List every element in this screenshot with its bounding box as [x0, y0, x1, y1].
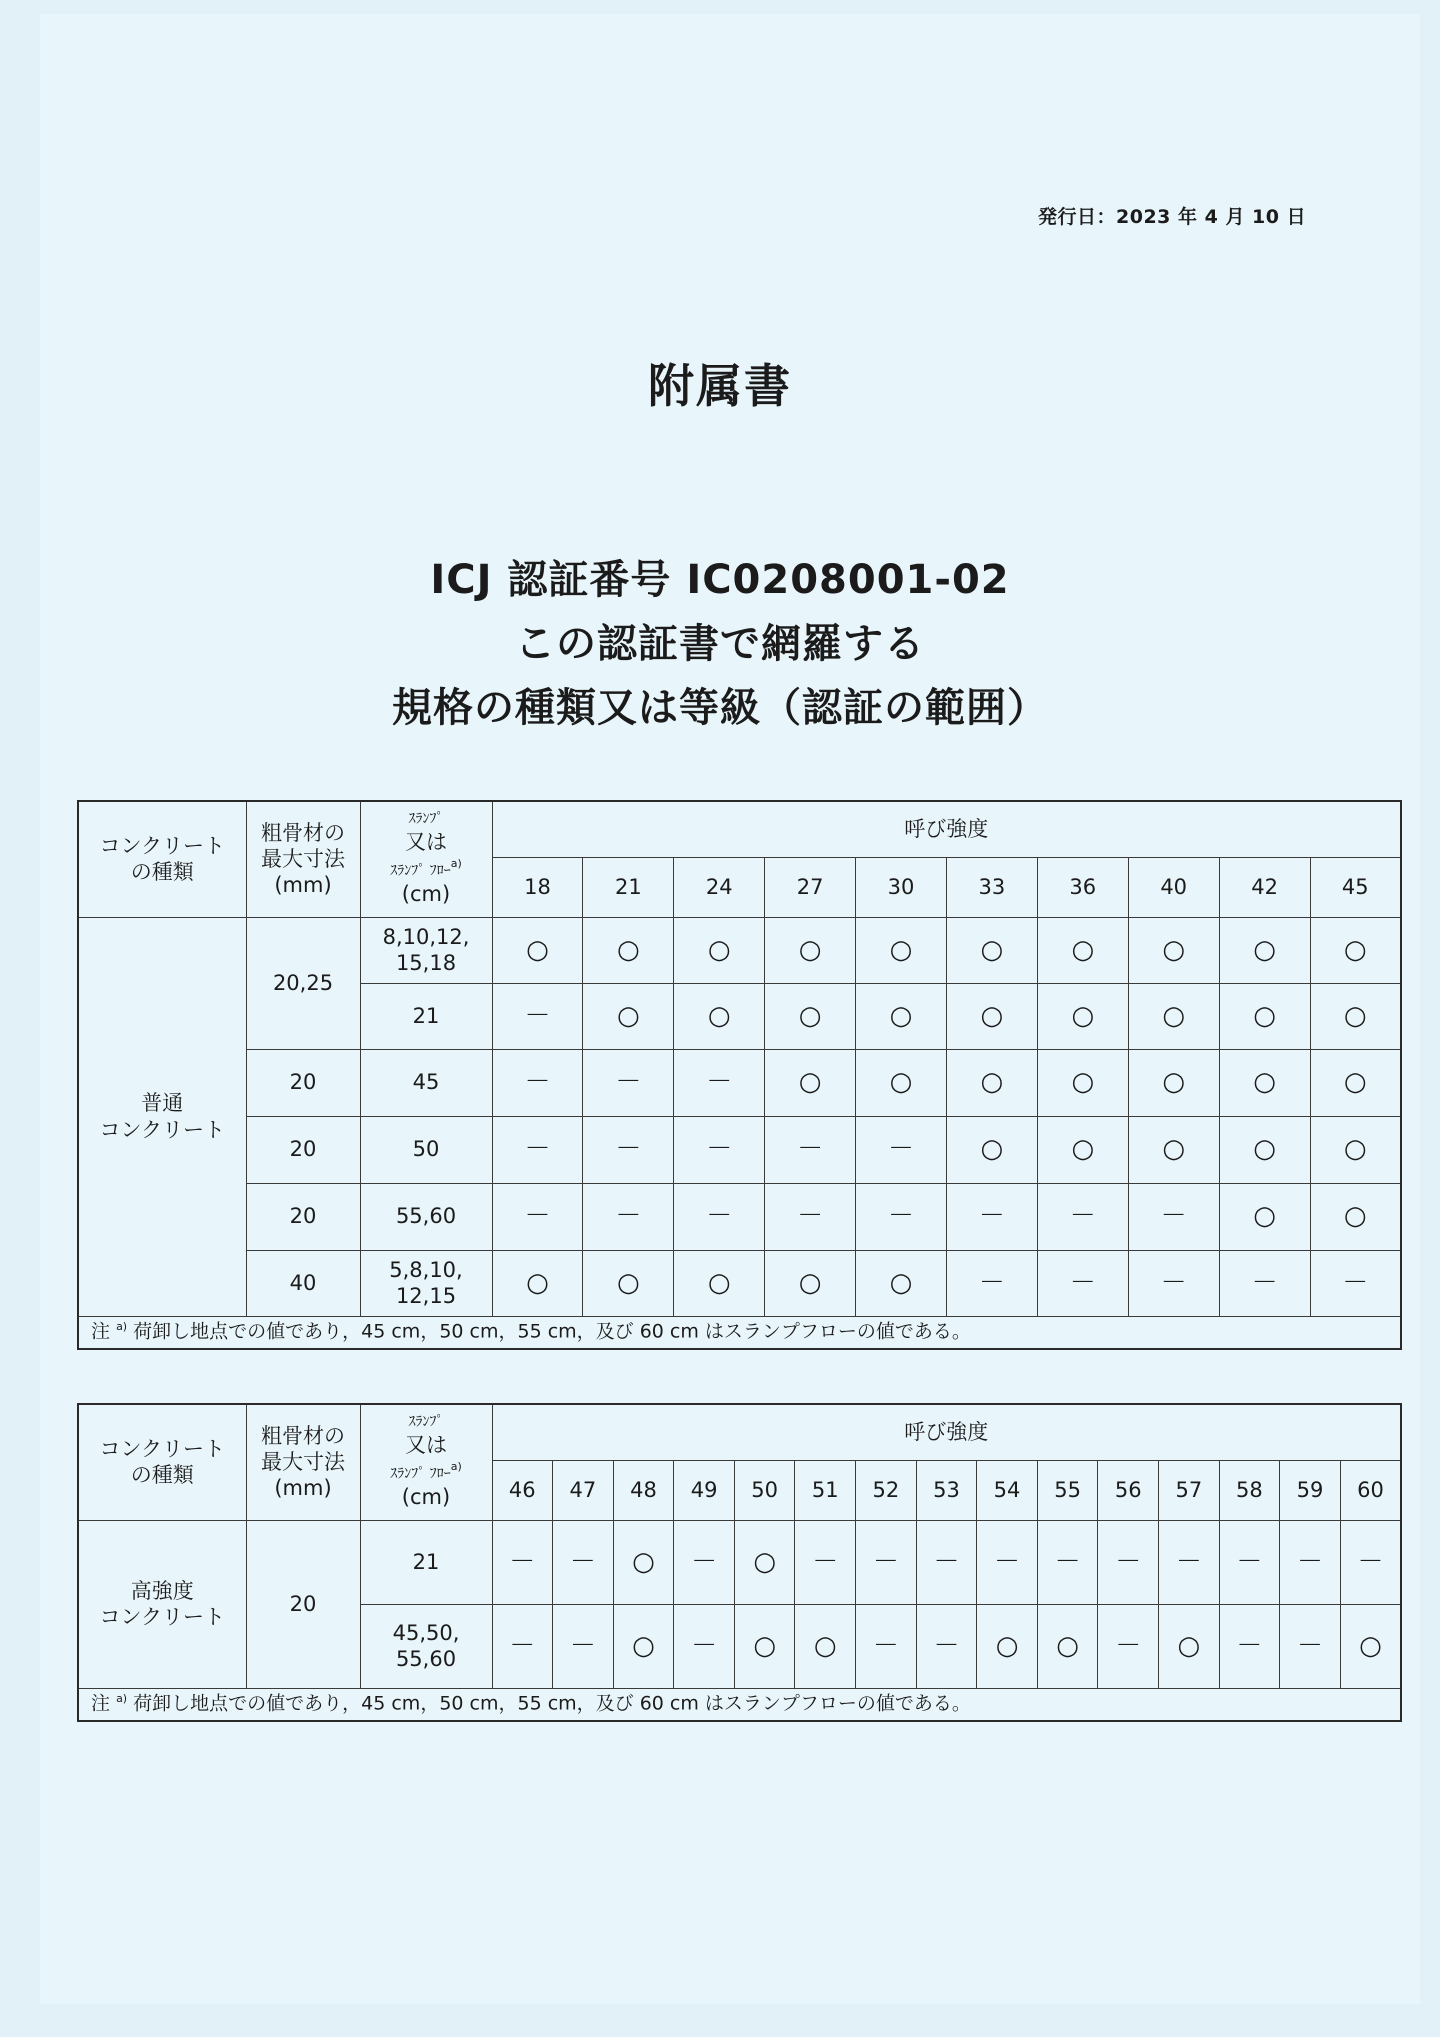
strength-header-24: 24 [674, 857, 765, 917]
strength-header-60: 60 [1340, 1460, 1401, 1520]
not-covered-mark: － [1340, 1520, 1401, 1604]
slump-cell: 21 [360, 983, 492, 1049]
not-covered-mark: － [674, 1049, 765, 1116]
covered-mark: ○ [946, 983, 1037, 1049]
aggregate-size-cell: 40 [246, 1250, 360, 1316]
covered-mark: ○ [734, 1604, 795, 1688]
header-slump: ｽﾗﾝﾌﾟ 又は ｽﾗﾝﾌﾟ ﾌﾛｰ$^{a)}$ (cm) [360, 1404, 492, 1520]
scope-table-high-strength [77, 1403, 1402, 1722]
aggregate-size-cell: 20 [246, 1183, 360, 1250]
covered-mark: ○ [977, 1604, 1038, 1688]
header-slump: ｽﾗﾝﾌﾟ 又は ｽﾗﾝﾌﾟ ﾌﾛｰ$^{a)}$ (cm) [360, 801, 492, 917]
covered-mark: ○ [674, 983, 765, 1049]
table-row [78, 1250, 1401, 1316]
covered-mark: ○ [765, 1049, 856, 1116]
covered-mark: ○ [765, 917, 856, 983]
aggregate-size-cell: 20 [246, 1520, 360, 1688]
covered-mark: ○ [946, 1116, 1037, 1183]
not-covered-mark: － [856, 1520, 917, 1604]
aggregate-size-cell: 20,25 [246, 917, 360, 1049]
covered-mark: ○ [492, 917, 583, 983]
covered-mark: ○ [856, 1049, 947, 1116]
covered-mark: ○ [946, 1049, 1037, 1116]
strength-header-27: 27 [765, 857, 856, 917]
header-nominal-strength: 呼び強度 [492, 1404, 1401, 1460]
strength-header-48: 48 [613, 1460, 674, 1520]
not-covered-mark: － [583, 1183, 674, 1250]
covered-mark: ○ [946, 917, 1037, 983]
not-covered-mark: － [583, 1049, 674, 1116]
scope-table-ordinary [77, 800, 1402, 1350]
strength-header-57: 57 [1159, 1460, 1220, 1520]
slump-cell: 5,8,10, 12,15 [360, 1250, 492, 1316]
strength-header-49: 49 [674, 1460, 735, 1520]
covered-mark: ○ [492, 1250, 583, 1316]
not-covered-mark: － [1037, 1520, 1098, 1604]
covered-mark: ○ [1128, 983, 1219, 1049]
covered-mark: ○ [856, 917, 947, 983]
slump-cell: 8,10,12, 15,18 [360, 917, 492, 983]
concrete-type-cell: 高強度 コンクリート [78, 1520, 246, 1688]
strength-header-33: 33 [946, 857, 1037, 917]
table-row [78, 1183, 1401, 1250]
cert-title-line1: ICJ 認証番号 IC0208001-02 [430, 557, 1010, 603]
not-covered-mark: － [1219, 1250, 1310, 1316]
strength-header-54: 54 [977, 1460, 1038, 1520]
strength-header-47: 47 [553, 1460, 614, 1520]
strength-header-52: 52 [856, 1460, 917, 1520]
not-covered-mark: － [765, 1183, 856, 1250]
not-covered-mark: － [674, 1604, 735, 1688]
strength-header-59: 59 [1280, 1460, 1341, 1520]
not-covered-mark: － [492, 983, 583, 1049]
not-covered-mark: － [1037, 1250, 1128, 1316]
strength-header-18: 18 [492, 857, 583, 917]
not-covered-mark: － [492, 1520, 553, 1604]
slump-cell: 50 [360, 1116, 492, 1183]
annex-title: 附属書 [648, 359, 792, 413]
header-concrete-type: コンクリート の種類 [78, 1404, 246, 1520]
not-covered-mark: － [492, 1049, 583, 1116]
strength-header-40: 40 [1128, 857, 1219, 917]
strength-header-46: 46 [492, 1460, 553, 1520]
covered-mark: ○ [613, 1520, 674, 1604]
header-aggregate-size: 粗骨材の 最大寸法 (mm) [246, 801, 360, 917]
strength-header-58: 58 [1219, 1460, 1280, 1520]
covered-mark: ○ [1159, 1604, 1220, 1688]
strength-header-53: 53 [916, 1460, 977, 1520]
covered-mark: ○ [1340, 1604, 1401, 1688]
strength-header-56: 56 [1098, 1460, 1159, 1520]
not-covered-mark: － [553, 1604, 614, 1688]
not-covered-mark: － [1219, 1604, 1280, 1688]
not-covered-mark: － [916, 1604, 977, 1688]
not-covered-mark: － [1219, 1520, 1280, 1604]
covered-mark: ○ [583, 983, 674, 1049]
not-covered-mark: － [553, 1520, 614, 1604]
not-covered-mark: － [492, 1116, 583, 1183]
covered-mark: ○ [583, 1250, 674, 1316]
not-covered-mark: － [674, 1116, 765, 1183]
covered-mark: ○ [674, 917, 765, 983]
table-row [78, 1116, 1401, 1183]
not-covered-mark: － [977, 1520, 1038, 1604]
not-covered-mark: － [492, 1604, 553, 1688]
strength-header-42: 42 [1219, 857, 1310, 917]
covered-mark: ○ [1037, 1049, 1128, 1116]
not-covered-mark: － [916, 1520, 977, 1604]
covered-mark: ○ [1219, 1116, 1310, 1183]
not-covered-mark: － [946, 1250, 1037, 1316]
covered-mark: ○ [583, 917, 674, 983]
not-covered-mark: － [674, 1183, 765, 1250]
covered-mark: ○ [1310, 917, 1401, 983]
not-covered-mark: － [1128, 1183, 1219, 1250]
slump-cell: 21 [360, 1520, 492, 1604]
not-covered-mark: － [1159, 1520, 1220, 1604]
covered-mark: ○ [1037, 983, 1128, 1049]
covered-mark: ○ [1310, 1183, 1401, 1250]
strength-header-30: 30 [856, 857, 947, 917]
covered-mark: ○ [1037, 917, 1128, 983]
cert-title-line2: この認証書で網羅する [515, 621, 925, 667]
strength-header-45: 45 [1310, 857, 1401, 917]
covered-mark: ○ [1037, 1116, 1128, 1183]
strength-header-36: 36 [1037, 857, 1128, 917]
not-covered-mark: － [856, 1604, 917, 1688]
covered-mark: ○ [1310, 1116, 1401, 1183]
not-covered-mark: － [1280, 1604, 1341, 1688]
not-covered-mark: － [1037, 1183, 1128, 1250]
not-covered-mark: － [674, 1520, 735, 1604]
covered-mark: ○ [734, 1520, 795, 1604]
covered-mark: ○ [765, 1250, 856, 1316]
covered-mark: ○ [1037, 1604, 1098, 1688]
covered-mark: ○ [1219, 1049, 1310, 1116]
covered-mark: ○ [1219, 917, 1310, 983]
table-row [78, 1520, 1401, 1604]
covered-mark: ○ [1219, 983, 1310, 1049]
table-row [78, 917, 1401, 983]
not-covered-mark: － [856, 1183, 947, 1250]
covered-mark: ○ [856, 1250, 947, 1316]
cert-title-line3: 規格の種類又は等級（認証の範囲） [392, 685, 1048, 731]
covered-mark: ○ [613, 1604, 674, 1688]
table-note: 注 $^{a)}$ 荷卸し地点での値であり，45 cm，50 cm，55 cm，及び 60 cm はスランプフローの値である。 [78, 1316, 1401, 1349]
covered-mark: ○ [795, 1604, 856, 1688]
header-aggregate-size: 粗骨材の 最大寸法 (mm) [246, 1404, 360, 1520]
not-covered-mark: － [492, 1183, 583, 1250]
aggregate-size-cell: 20 [246, 1116, 360, 1183]
strength-header-50: 50 [734, 1460, 795, 1520]
strength-header-51: 51 [795, 1460, 856, 1520]
covered-mark: ○ [1128, 1049, 1219, 1116]
covered-mark: ○ [1219, 1183, 1310, 1250]
concrete-type-cell: 普通 コンクリート [78, 917, 246, 1316]
not-covered-mark: － [1310, 1250, 1401, 1316]
slump-cell: 55,60 [360, 1183, 492, 1250]
aggregate-size-cell: 20 [246, 1049, 360, 1116]
certificate-title [0, 548, 1440, 740]
covered-mark: ○ [1310, 1049, 1401, 1116]
header-concrete-type: コンクリート の種類 [78, 801, 246, 917]
covered-mark: ○ [674, 1250, 765, 1316]
not-covered-mark: － [1128, 1250, 1219, 1316]
slump-cell: 45,50, 55,60 [360, 1604, 492, 1688]
covered-mark: ○ [1128, 917, 1219, 983]
covered-mark: ○ [1310, 983, 1401, 1049]
slump-cell: 45 [360, 1049, 492, 1116]
header-nominal-strength: 呼び強度 [492, 801, 1401, 857]
strength-header-21: 21 [583, 857, 674, 917]
not-covered-mark: － [1098, 1520, 1159, 1604]
strength-header-55: 55 [1037, 1460, 1098, 1520]
covered-mark: ○ [856, 983, 947, 1049]
covered-mark: ○ [1128, 1116, 1219, 1183]
table-row [78, 1049, 1401, 1116]
covered-mark: ○ [765, 983, 856, 1049]
not-covered-mark: － [856, 1116, 947, 1183]
not-covered-mark: － [1280, 1520, 1341, 1604]
not-covered-mark: － [765, 1116, 856, 1183]
issue-date: 発行日：2023 年 4 月 10 日 [1038, 206, 1307, 228]
table-note: 注 $^{a)}$ 荷卸し地点での値であり，45 cm，50 cm，55 cm，及び 60 cm はスランプフローの値である。 [78, 1688, 1401, 1721]
not-covered-mark: － [946, 1183, 1037, 1250]
not-covered-mark: － [795, 1520, 856, 1604]
not-covered-mark: － [583, 1116, 674, 1183]
not-covered-mark: － [1098, 1604, 1159, 1688]
